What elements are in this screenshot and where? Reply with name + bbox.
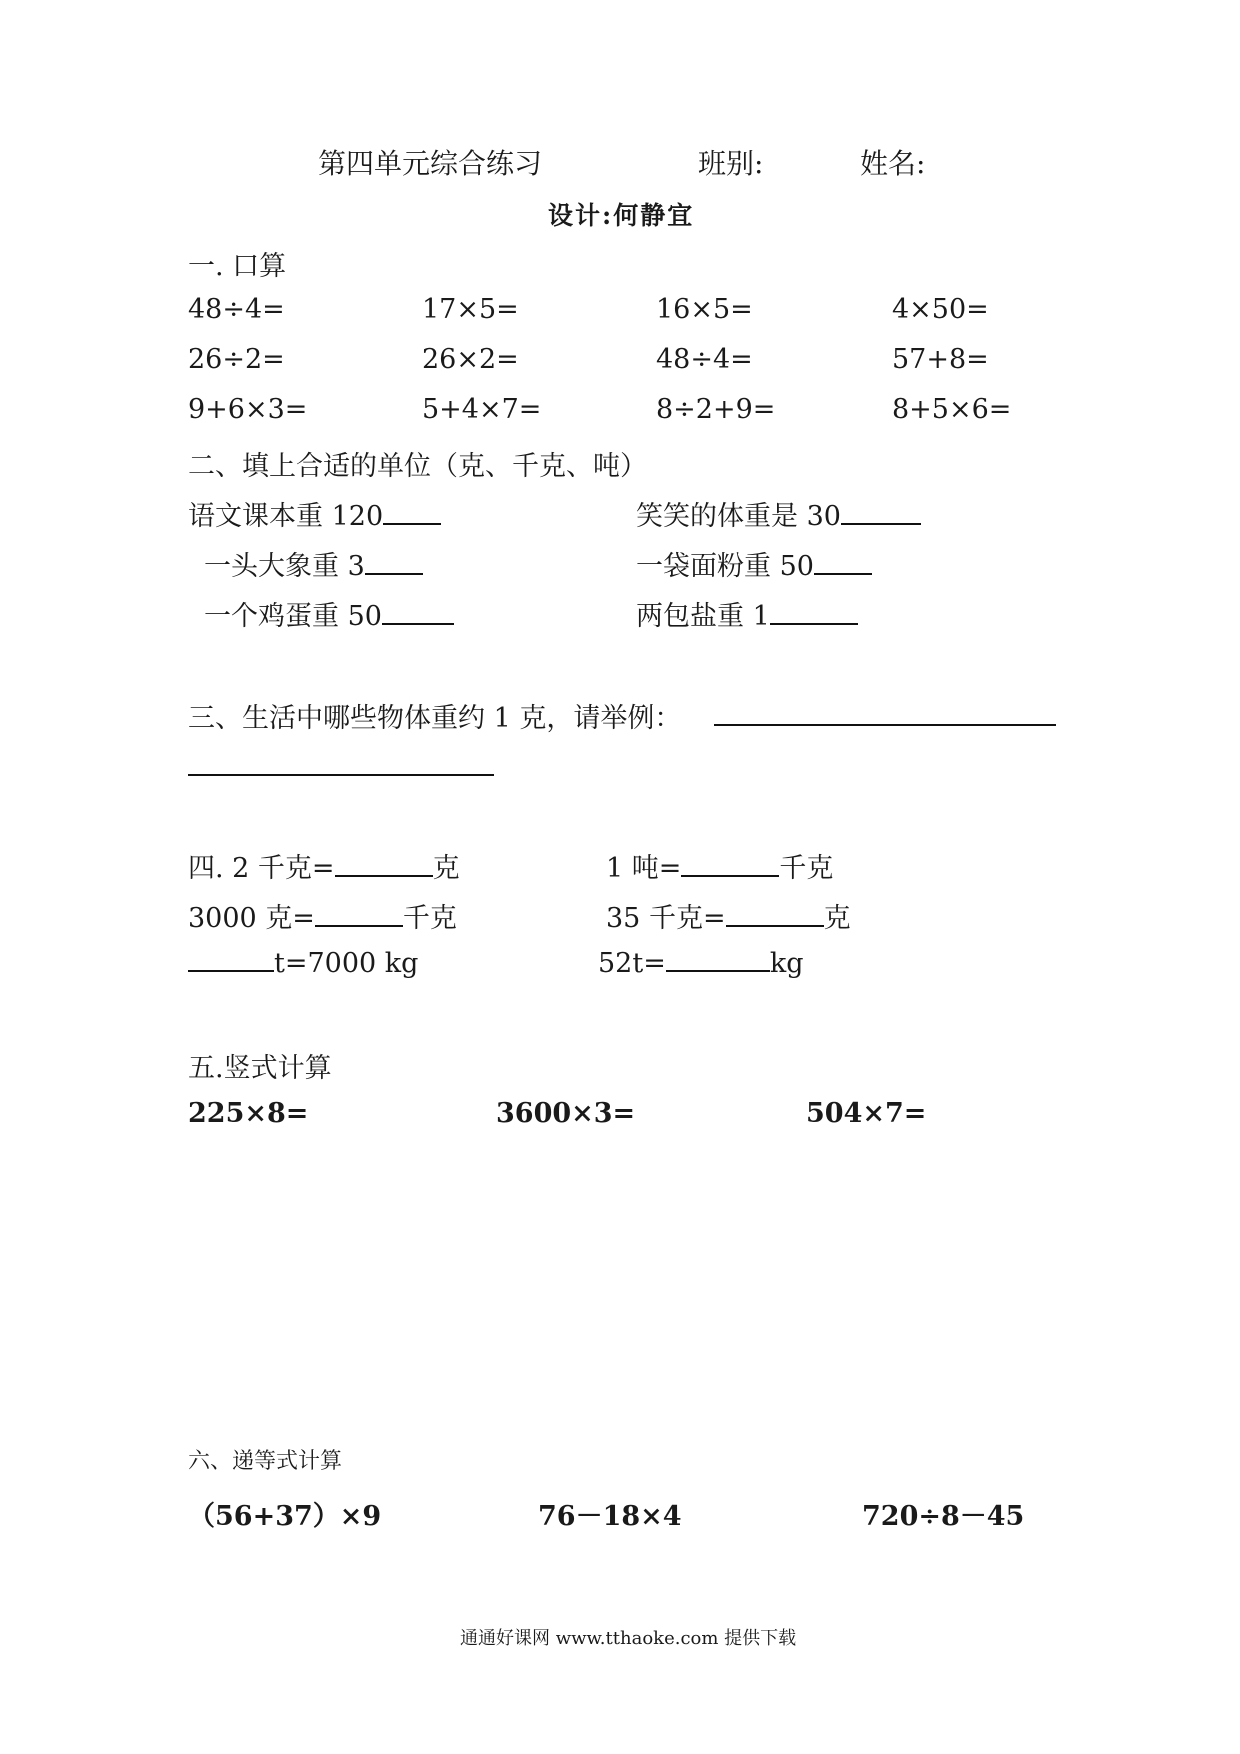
oral-calc-item: 57+8= bbox=[892, 344, 989, 375]
oral-calc-item: 5+4×7= bbox=[422, 394, 542, 425]
step-calc-problem: （56+37）×9 bbox=[188, 1501, 382, 1532]
footer-source: 通通好课网 www.tthaoke.com 提供下载 bbox=[460, 1628, 797, 1649]
answer-blank[interactable] bbox=[770, 599, 858, 625]
answer-blank[interactable] bbox=[681, 851, 779, 877]
section1-heading: 一. 口算 bbox=[188, 251, 287, 282]
section5-heading: 五.竖式计算 bbox=[188, 1053, 332, 1084]
answer-blank[interactable] bbox=[814, 549, 872, 575]
answer-blank[interactable] bbox=[188, 946, 274, 972]
unit-fill-item: 一个鸡蛋重 50 bbox=[204, 594, 454, 633]
oral-calc-item: 16×5= bbox=[656, 294, 753, 325]
conversion-item: t=7000 kg bbox=[188, 946, 418, 979]
page-title: 第四单元综合练习 bbox=[318, 147, 543, 180]
unit-fill-item: 一袋面粉重 50 bbox=[636, 544, 872, 583]
conversion-item: 35 千克= 克 bbox=[606, 903, 851, 934]
section2-heading: 二、填上合适的单位（克、千克、吨） bbox=[188, 451, 647, 482]
class-label: 班别: bbox=[698, 147, 764, 180]
name-label: 姓名: bbox=[860, 147, 926, 180]
conversion-item: 四. 2 千克= 克 bbox=[188, 853, 460, 884]
answer-blank[interactable] bbox=[383, 499, 441, 525]
unit-fill-item: 笑笑的体重是 30 bbox=[636, 494, 921, 533]
step-calc-problem: 76－18×4 bbox=[538, 1501, 682, 1532]
answer-line[interactable] bbox=[188, 774, 494, 776]
oral-calc-item: 9+6×3= bbox=[188, 394, 308, 425]
vertical-calc-problem: 225×8= bbox=[188, 1098, 309, 1129]
oral-calc-item: 17×5= bbox=[422, 294, 519, 325]
oral-calc-item: 26÷2= bbox=[188, 344, 285, 375]
oral-calc-item: 26×2= bbox=[422, 344, 519, 375]
answer-blank[interactable] bbox=[841, 499, 921, 525]
oral-calc-item: 4×50= bbox=[892, 294, 989, 325]
answer-blank[interactable] bbox=[666, 946, 770, 972]
answer-line[interactable] bbox=[714, 724, 1056, 726]
unit-fill-item: 语文课本重 120 bbox=[188, 494, 441, 533]
designer-credit: 设计:何静宜 bbox=[548, 201, 695, 230]
oral-calc-item: 48÷4= bbox=[188, 294, 285, 325]
vertical-calc-problem: 504×7= bbox=[806, 1098, 927, 1129]
unit-fill-item: 两包盐重 1 bbox=[636, 594, 858, 633]
conversion-item: 52t= kg bbox=[598, 948, 804, 979]
conversion-item: 1 吨= 千克 bbox=[606, 853, 834, 884]
oral-calc-item: 8÷2+9= bbox=[656, 394, 776, 425]
vertical-calc-problem: 3600×3= bbox=[496, 1098, 636, 1129]
answer-blank[interactable] bbox=[382, 599, 454, 625]
unit-fill-item: 一头大象重 3 bbox=[204, 544, 423, 583]
conversion-item: 3000 克= 千克 bbox=[188, 903, 457, 934]
oral-calc-item: 48÷4= bbox=[656, 344, 753, 375]
section3-heading: 三、生活中哪些物体重约 1 克，请举例： bbox=[188, 703, 682, 734]
section6-heading: 六、递等式计算 bbox=[188, 1449, 343, 1474]
answer-blank[interactable] bbox=[726, 901, 824, 927]
step-calc-problem: 720÷8－45 bbox=[862, 1501, 1025, 1532]
oral-calc-item: 8+5×6= bbox=[892, 394, 1012, 425]
answer-blank[interactable] bbox=[315, 901, 403, 927]
answer-blank[interactable] bbox=[365, 549, 423, 575]
answer-blank[interactable] bbox=[335, 851, 433, 877]
